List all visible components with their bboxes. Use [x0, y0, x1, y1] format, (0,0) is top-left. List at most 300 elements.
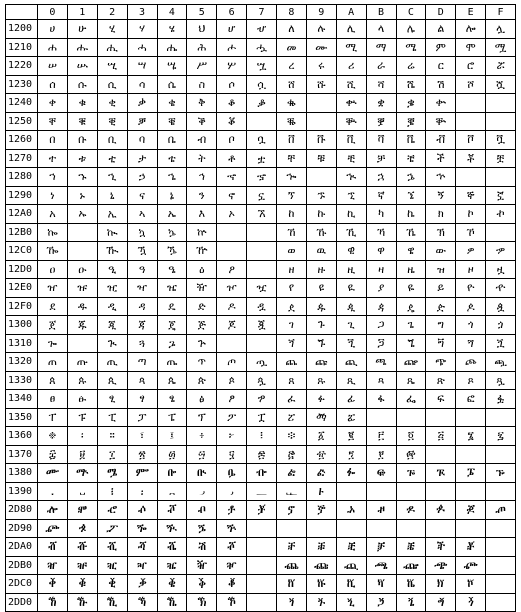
row-header: 1390: [6, 482, 38, 501]
glyph-cell: ኮ: [456, 205, 486, 224]
glyph-cell: [306, 168, 336, 187]
glyph-cell: ኙ: [306, 186, 336, 205]
glyph-cell: ኔ: [157, 186, 187, 205]
glyph-cell: ጟ: [486, 334, 516, 353]
glyph-cell: ጅ: [187, 316, 217, 335]
glyph-cell: ጀ: [38, 316, 68, 335]
table-row: [6, 94, 516, 113]
glyph-cell: ⶽ: [426, 556, 456, 575]
glyph-cell: ⷖ: [217, 593, 247, 612]
table-row: [6, 168, 516, 187]
glyph-cell: ዣ: [127, 279, 157, 298]
column-header: 0: [38, 5, 68, 20]
glyph-cell: ል: [426, 20, 456, 39]
glyph-cell: ቊ: [336, 94, 366, 113]
row-header: 12A0: [6, 205, 38, 224]
glyph-cell: ኊ: [336, 168, 366, 187]
glyph-cell: ⶼ: [396, 556, 426, 575]
glyph-cell: ድ: [187, 297, 217, 316]
glyph-cell: ⷂ: [97, 575, 127, 594]
column-header: 1: [67, 5, 97, 20]
glyph-cell: ቼ: [396, 149, 426, 168]
glyph-cell: ጛ: [366, 334, 396, 353]
glyph-cell: ዮ: [456, 279, 486, 298]
glyph-cell: ቭ: [426, 131, 456, 150]
glyph-cell: ፼: [396, 445, 426, 464]
glyph-cell: ኆ: [217, 168, 247, 187]
glyph-cell: ⷋ: [366, 575, 396, 594]
glyph-cell: ⶹ: [306, 556, 336, 575]
glyph-cell: ሟ: [486, 38, 516, 57]
glyph-cell: ዕ: [187, 260, 217, 279]
row-header: 1270: [6, 149, 38, 168]
glyph-cell: ⷅ: [187, 575, 217, 594]
glyph-cell: ⶓ: [127, 519, 157, 538]
glyph-cell: ዟ: [486, 260, 516, 279]
glyph-cell: ፐ: [38, 408, 68, 427]
glyph-cell: [456, 112, 486, 131]
glyph-cell: ፩: [306, 427, 336, 446]
glyph-cell: ጮ: [456, 353, 486, 372]
glyph-cell: ኗ: [247, 186, 277, 205]
glyph-cell: ካ: [366, 205, 396, 224]
table-row: [6, 390, 516, 409]
glyph-cell: ዦ: [217, 279, 247, 298]
glyph-cell: ሉ: [306, 20, 336, 39]
glyph-cell: ቴ: [157, 149, 187, 168]
glyph-cell: ⶾ: [456, 556, 486, 575]
row-header: 2D80: [6, 501, 38, 520]
glyph-cell: [486, 94, 516, 113]
glyph-cell: ⶲ: [97, 556, 127, 575]
glyph-cell: [247, 556, 277, 575]
glyph-cell: ጻ: [366, 371, 396, 390]
glyph-cell: ቚ: [336, 112, 366, 131]
row-header: 1240: [6, 94, 38, 113]
glyph-cell: ፨: [277, 427, 307, 446]
glyph-cell: ኤ: [157, 205, 187, 224]
glyph-cell: [396, 482, 426, 501]
glyph-cell: ኘ: [277, 186, 307, 205]
glyph-cell: ቯ: [486, 131, 516, 150]
glyph-cell: [456, 408, 486, 427]
column-header: 2: [97, 5, 127, 20]
glyph-cell: [396, 408, 426, 427]
glyph-cell: ኖ: [217, 186, 247, 205]
table-row: [6, 260, 516, 279]
column-header: E: [456, 5, 486, 20]
row-header: 1210: [6, 38, 38, 57]
glyph-cell: ቢ: [97, 131, 127, 150]
glyph-cell: ሲ: [97, 75, 127, 94]
glyph-cell: ብ: [187, 131, 217, 150]
glyph-cell: ፶: [217, 445, 247, 464]
glyph-cell: ዄ: [157, 242, 187, 261]
glyph-cell: ዉ: [306, 242, 336, 261]
glyph-cell: ዚ: [336, 260, 366, 279]
glyph-cell: ⶵ: [187, 556, 217, 575]
table-row: [6, 242, 516, 261]
glyph-cell: ⶈ: [277, 501, 307, 520]
glyph-cell: ፌ: [396, 390, 426, 409]
glyph-cell: ግ: [426, 316, 456, 335]
glyph-cell: ፰: [38, 445, 68, 464]
glyph-cell: ጏ: [486, 316, 516, 335]
glyph-cell: ጊ: [336, 316, 366, 335]
glyph-cell: ፵: [187, 445, 217, 464]
glyph-cell: ለ: [277, 20, 307, 39]
glyph-cell: ⶐ: [38, 519, 68, 538]
glyph-cell: [426, 482, 456, 501]
glyph-cell: ኁ: [67, 168, 97, 187]
table-row: [6, 501, 516, 520]
glyph-cell: ኲ: [97, 223, 127, 242]
glyph-cell: ሞ: [456, 38, 486, 57]
glyph-cell: ጳ: [127, 371, 157, 390]
glyph-cell: ጥ: [187, 353, 217, 372]
row-header: 2DB0: [6, 556, 38, 575]
glyph-cell: ጩ: [306, 353, 336, 372]
glyph-cell: ጵ: [187, 371, 217, 390]
glyph-cell: ⷉ: [306, 575, 336, 594]
glyph-cell: ⷄ: [157, 575, 187, 594]
glyph-cell: ⶅ: [187, 501, 217, 520]
glyph-cell: ፆ: [217, 390, 247, 409]
glyph-cell: ጇ: [247, 316, 277, 335]
glyph-cell: ዳ: [127, 297, 157, 316]
glyph-cell: ፑ: [67, 408, 97, 427]
glyph-cell: ኝ: [426, 186, 456, 205]
glyph-cell: ታ: [127, 149, 157, 168]
glyph-cell: ጕ: [187, 334, 217, 353]
glyph-cell: [486, 408, 516, 427]
table-row: [6, 593, 516, 612]
glyph-cell: ኼ: [396, 223, 426, 242]
column-header: 4: [157, 5, 187, 20]
glyph-cell: ጝ: [426, 334, 456, 353]
glyph-cell: ፡: [67, 427, 97, 446]
row-header: 12E0: [6, 279, 38, 298]
glyph-cell: ዐ: [38, 260, 68, 279]
glyph-cell: ኵ: [187, 223, 217, 242]
glyph-cell: ዀ: [38, 242, 68, 261]
glyph-cell: ዖ: [217, 260, 247, 279]
glyph-cell: ዱ: [67, 297, 97, 316]
glyph-cell: ቡ: [67, 131, 97, 150]
glyph-cell: [247, 260, 277, 279]
glyph-cell: [366, 408, 396, 427]
table-row: [6, 482, 516, 501]
glyph-cell: ሌ: [396, 20, 426, 39]
glyph-cell: ቩ: [306, 131, 336, 150]
glyph-cell: ቻ: [366, 149, 396, 168]
glyph-cell: ባ: [127, 131, 157, 150]
glyph-cell: [277, 519, 307, 538]
glyph-cell: ⶰ: [38, 556, 68, 575]
glyph-cell: ሷ: [247, 75, 277, 94]
glyph-cell: ጰ: [38, 371, 68, 390]
glyph-cell: [306, 519, 336, 538]
glyph-cell: ቘ: [277, 112, 307, 131]
glyph-cell: ኛ: [366, 186, 396, 205]
glyph-cell: ፬: [396, 427, 426, 446]
glyph-cell: ፅ: [187, 390, 217, 409]
glyph-cell: ኀ: [38, 168, 68, 187]
glyph-cell: [366, 519, 396, 538]
glyph-cell: ዹ: [306, 297, 336, 316]
glyph-cell: ቛ: [366, 112, 396, 131]
glyph-cell: [336, 519, 366, 538]
glyph-cell: ᎕: [187, 482, 217, 501]
glyph-cell: ማ: [366, 38, 396, 57]
glyph-cell: ᎒: [97, 482, 127, 501]
glyph-cell: ዩ: [306, 279, 336, 298]
glyph-cell: ⶩ: [306, 538, 336, 557]
glyph-cell: ፚ: [336, 408, 366, 427]
glyph-cell: ቄ: [157, 94, 187, 113]
glyph-cell: ዓ: [127, 260, 157, 279]
glyph-cell: ⷌ: [396, 575, 426, 594]
glyph-cell: ኌ: [396, 168, 426, 187]
row-header: 2D90: [6, 519, 38, 538]
glyph-cell: ኯ: [486, 205, 516, 224]
glyph-cell: [486, 112, 516, 131]
glyph-cell: ዙ: [306, 260, 336, 279]
glyph-cell: ᎍ: [426, 464, 456, 483]
row-header: 12D0: [6, 260, 38, 279]
glyph-cell: ⶑ: [67, 519, 97, 538]
row-header: 1250: [6, 112, 38, 131]
glyph-cell: [366, 482, 396, 501]
glyph-cell: ⶏ: [486, 501, 516, 520]
chart-body: [6, 20, 516, 612]
glyph-cell: ⶊ: [336, 501, 366, 520]
glyph-cell: ሽ: [426, 75, 456, 94]
glyph-cell: ⷚ: [336, 593, 366, 612]
glyph-cell: ⶥ: [187, 538, 217, 557]
glyph-cell: ቐ: [38, 112, 68, 131]
glyph-cell: ፥: [187, 427, 217, 446]
glyph-cell: ጚ: [336, 334, 366, 353]
column-header: 9: [306, 5, 336, 20]
glyph-cell: ጞ: [456, 334, 486, 353]
glyph-cell: ጜ: [396, 334, 426, 353]
glyph-cell: ፯: [486, 427, 516, 446]
glyph-cell: ሂ: [97, 20, 127, 39]
glyph-cell: ዷ: [247, 297, 277, 316]
glyph-cell: [247, 223, 277, 242]
glyph-cell: ⷊ: [336, 575, 366, 594]
glyph-cell: [67, 242, 97, 261]
glyph-cell: ቲ: [97, 149, 127, 168]
glyph-cell: በ: [38, 131, 68, 150]
glyph-cell: ፷: [247, 445, 277, 464]
glyph-cell: ⷈ: [277, 575, 307, 594]
glyph-cell: ኄ: [157, 168, 187, 187]
glyph-cell: ⶠ: [38, 538, 68, 557]
glyph-cell: ጦ: [217, 353, 247, 372]
glyph-cell: ኡ: [67, 205, 97, 224]
row-header: 12C0: [6, 242, 38, 261]
glyph-cell: ነ: [38, 186, 68, 205]
glyph-cell: ጺ: [336, 371, 366, 390]
glyph-cell: ቷ: [247, 149, 277, 168]
glyph-cell: [247, 575, 277, 594]
glyph-cell: ኢ: [97, 205, 127, 224]
glyph-cell: ፃ: [127, 390, 157, 409]
glyph-cell: ⷙ: [306, 593, 336, 612]
glyph-cell: ⶤ: [157, 538, 187, 557]
glyph-cell: ኑ: [67, 186, 97, 205]
glyph-cell: ኽ: [426, 223, 456, 242]
glyph-cell: [486, 223, 516, 242]
glyph-cell: ፮: [456, 427, 486, 446]
glyph-cell: ⷆ: [217, 575, 247, 594]
glyph-cell: ቍ: [426, 94, 456, 113]
glyph-cell: ሃ: [127, 20, 157, 39]
glyph-cell: ጘ: [277, 334, 307, 353]
glyph-cell: ሖ: [217, 38, 247, 57]
glyph-cell: [67, 334, 97, 353]
glyph-cell: ሪ: [336, 57, 366, 76]
column-header: 8: [277, 5, 307, 20]
glyph-cell: ⷘ: [277, 593, 307, 612]
glyph-cell: ፇ: [247, 390, 277, 409]
glyph-cell: ፂ: [97, 390, 127, 409]
glyph-cell: ⷞ: [456, 593, 486, 612]
glyph-cell: ሾ: [456, 75, 486, 94]
glyph-cell: ቀ: [38, 94, 68, 113]
glyph-cell: ᎑: [67, 482, 97, 501]
glyph-cell: ህ: [187, 20, 217, 39]
glyph-cell: [247, 334, 277, 353]
glyph-cell: ጠ: [38, 353, 68, 372]
glyph-cell: ች: [426, 149, 456, 168]
glyph-cell: ፖ: [217, 408, 247, 427]
glyph-cell: ኪ: [336, 205, 366, 224]
glyph-cell: ⷜ: [396, 593, 426, 612]
glyph-cell: ሳ: [127, 75, 157, 94]
column-header-row: [6, 5, 516, 20]
glyph-cell: ጐ: [38, 334, 68, 353]
glyph-cell: ⶴ: [157, 556, 187, 575]
glyph-cell: ሠ: [38, 57, 68, 76]
glyph-cell: ⶌ: [396, 501, 426, 520]
glyph-cell: ቌ: [396, 94, 426, 113]
glyph-cell: [486, 168, 516, 187]
glyph-cell: [456, 482, 486, 501]
glyph-cell: ዲ: [97, 297, 127, 316]
glyph-cell: ዥ: [187, 279, 217, 298]
glyph-cell: ዜ: [396, 260, 426, 279]
row-header: 1330: [6, 371, 38, 390]
glyph-cell: ጋ: [366, 316, 396, 335]
glyph-cell: ዸ: [277, 297, 307, 316]
glyph-cell: ዼ: [396, 297, 426, 316]
glyph-cell: ፧: [247, 427, 277, 446]
glyph-cell: ᎉ: [306, 464, 336, 483]
glyph-cell: ⶢ: [97, 538, 127, 557]
glyph-cell: ሐ: [38, 38, 68, 57]
glyph-cell: ⶪ: [336, 538, 366, 557]
glyph-cell: ⶭ: [426, 538, 456, 557]
table-row: [6, 297, 516, 316]
glyph-cell: ᎐: [38, 482, 68, 501]
glyph-cell: ኣ: [127, 205, 157, 224]
row-header: 12B0: [6, 223, 38, 242]
glyph-cell: ቱ: [67, 149, 97, 168]
glyph-cell: ጙ: [306, 334, 336, 353]
glyph-cell: ት: [187, 149, 217, 168]
glyph-cell: ጽ: [426, 371, 456, 390]
glyph-cell: [217, 334, 247, 353]
glyph-cell: ቨ: [277, 131, 307, 150]
glyph-cell: ።: [97, 427, 127, 446]
glyph-cell: ዃ: [127, 242, 157, 261]
glyph-cell: ፔ: [157, 408, 187, 427]
glyph-cell: ሁ: [67, 20, 97, 39]
glyph-cell: ጭ: [426, 353, 456, 372]
row-header: 1230: [6, 75, 38, 94]
row-header: 1200: [6, 20, 38, 39]
glyph-cell: ጶ: [217, 371, 247, 390]
glyph-cell: ⷎ: [456, 575, 486, 594]
glyph-cell: ፹: [306, 445, 336, 464]
glyph-cell: ፒ: [97, 408, 127, 427]
row-header: 1320: [6, 353, 38, 372]
glyph-cell: ⷑ: [67, 593, 97, 612]
glyph-cell: ⶣ: [127, 538, 157, 557]
glyph-cell: ኇ: [247, 168, 277, 187]
glyph-cell: ኩ: [306, 205, 336, 224]
glyph-cell: ᎈ: [277, 464, 307, 483]
column-header: 7: [247, 5, 277, 20]
glyph-cell: ⶡ: [67, 538, 97, 557]
glyph-cell: ᎓: [127, 482, 157, 501]
glyph-cell: ⶀ: [38, 501, 68, 520]
glyph-cell: ጨ: [277, 353, 307, 372]
glyph-cell: ᎖: [217, 482, 247, 501]
row-header: 1290: [6, 186, 38, 205]
glyph-cell: ቹ: [306, 149, 336, 168]
glyph-cell: ፲: [97, 445, 127, 464]
glyph-cell: ⶄ: [157, 501, 187, 520]
glyph-cell: ᎀ: [38, 464, 68, 483]
glyph-cell: ወ: [277, 242, 307, 261]
glyph-cell: ሰ: [38, 75, 68, 94]
glyph-cell: ⶕ: [187, 519, 217, 538]
glyph-cell: [247, 519, 277, 538]
glyph-cell: ሏ: [486, 20, 516, 39]
glyph-cell: ዴ: [157, 297, 187, 316]
row-header: 1280: [6, 168, 38, 187]
glyph-cell: ጣ: [127, 353, 157, 372]
glyph-cell: ⶖ: [217, 519, 247, 538]
glyph-cell: ዪ: [336, 279, 366, 298]
glyph-cell: ጔ: [157, 334, 187, 353]
glyph-cell: ቫ: [366, 131, 396, 150]
glyph-cell: ቂ: [97, 94, 127, 113]
glyph-cell: ቝ: [426, 112, 456, 131]
glyph-cell: ዏ: [486, 242, 516, 261]
glyph-cell: ሮ: [456, 57, 486, 76]
row-header: 12F0: [6, 297, 38, 316]
glyph-cell: ሺ: [336, 75, 366, 94]
glyph-cell: ተ: [38, 149, 68, 168]
glyph-cell: ሔ: [157, 38, 187, 57]
glyph-cell: ቿ: [486, 149, 516, 168]
glyph-cell: ዤ: [157, 279, 187, 298]
